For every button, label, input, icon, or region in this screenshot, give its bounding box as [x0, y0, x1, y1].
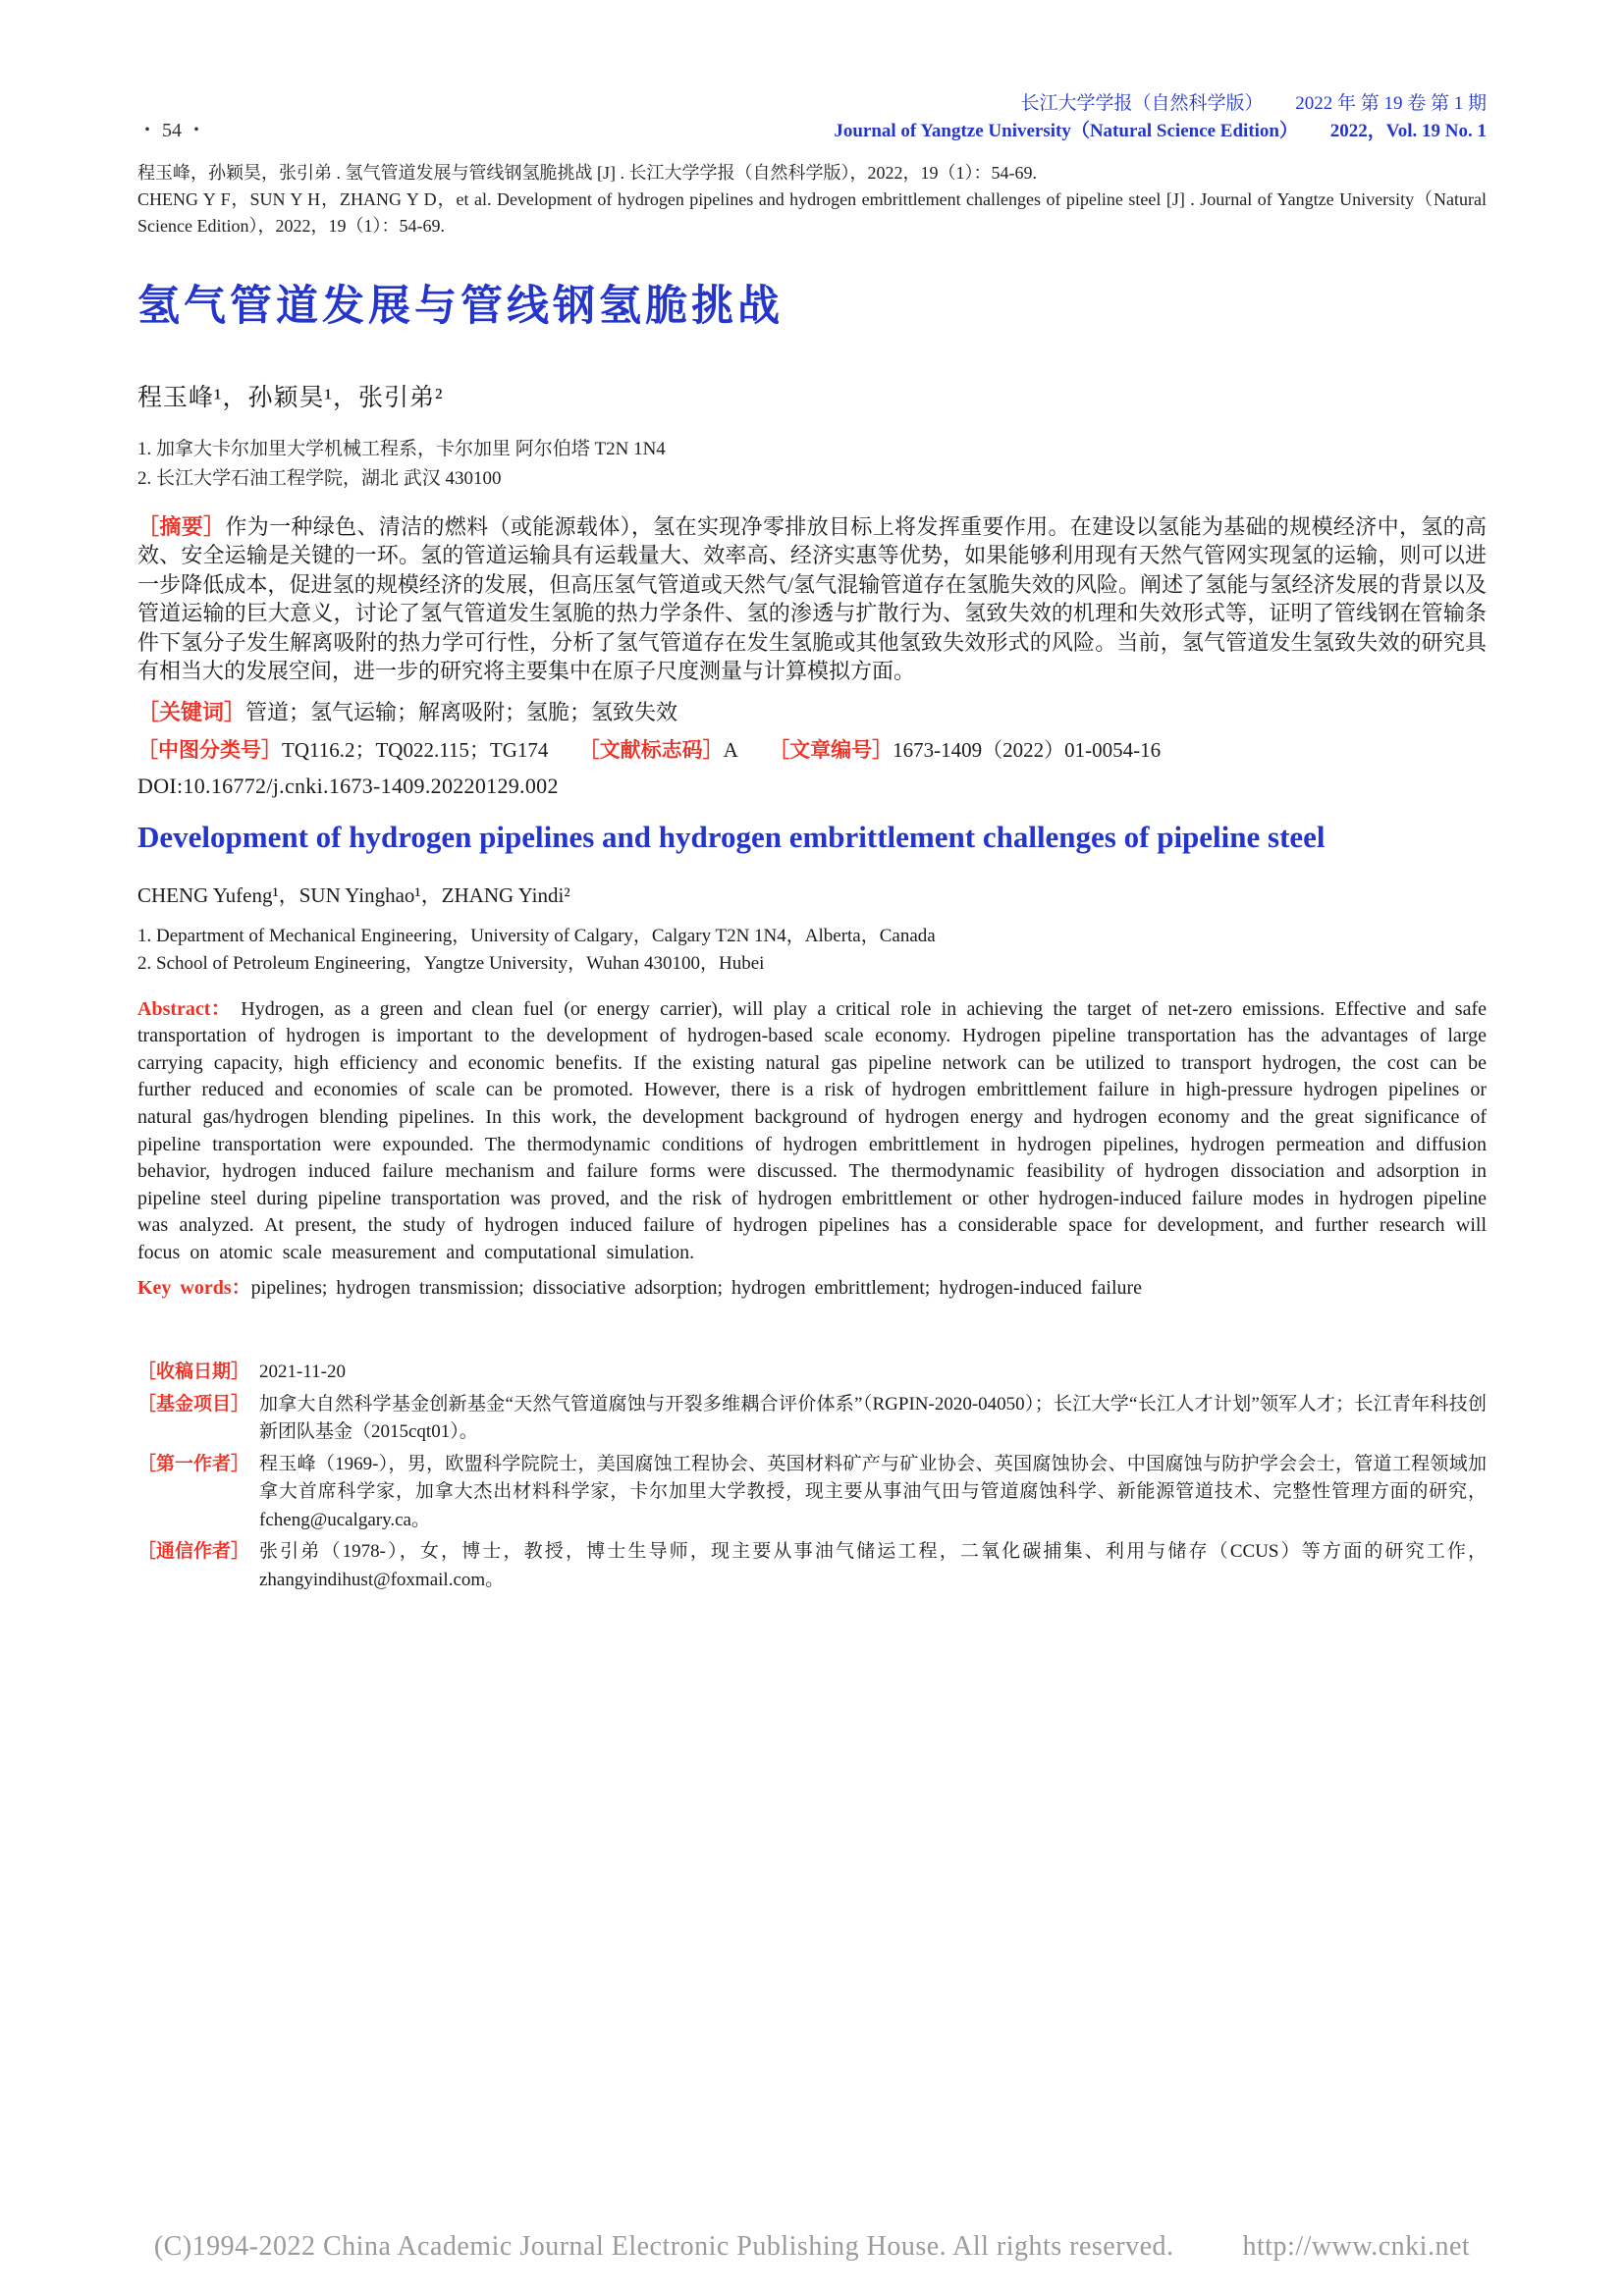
classification-line	[137, 734, 1487, 764]
keywords-text-en: pipelines; hydrogen transmission; dissociative adsorption; hydrogen embrittlement; hydrogen-induced failure	[250, 1276, 1143, 1299]
keywords-text-cn: 管道；氢气运输；解离吸附；氢脆；氢致失效	[245, 699, 678, 724]
footnote-received-date	[137, 1359, 1487, 1387]
article-title-cn: 氢气管道发展与管线钢氢脆挑战	[137, 284, 784, 331]
article-title-en: Development of hydrogen pipelines and hydrogen embrittlement challenges of pipeline steel	[137, 819, 1326, 854]
journal-title-en: Journal of Yangtze University（Natural Science Edition）	[834, 120, 1299, 141]
page-footer	[0, 2231, 1624, 2263]
footnote-text: 2021-11-20	[259, 1362, 346, 1383]
affiliations-cn	[137, 435, 1487, 493]
citation-cn: 程玉峰，孙颖昊，张引弟 . 氢气管道发展与管线钢氢脆挑战 [J] . 长江大学学报（自然科学版），2022，19（1）：54-69.	[137, 163, 1037, 184]
journal-issue-cn: 2022 年 第 19 卷 第 1 期	[1295, 93, 1487, 114]
footnote-text: 程玉峰（1969-），男，欧盟科学院院士，美国腐蚀工程协会、英国材料矿产与矿业协会、英国腐蚀协会、中国腐蚀与防护学会会士，管道工程领域加拿大首席科学家，加拿大杰出材料科学家，卡尔加里大学教授，现主要从事油气田与管道腐蚀科学、新能源管道技术、完整性管理方面的研究，fcheng@ucalgary.ca。	[259, 1453, 1487, 1530]
article-id-value: 1673-1409（2022）01-0054-16	[893, 737, 1162, 762]
page-number: ・ 54 ・	[137, 120, 206, 142]
footnote-text: 张引弟（1978-），女，博士，教授，博士生导师，现主要从事油气储运工程，二氧化碳捕集、利用与储存（CCUS）等方面的研究工作，zhangyindihust@foxmail.com。	[259, 1541, 1487, 1590]
article-id-group	[769, 738, 1161, 762]
affiliation-cn-1: 1. 加拿大卡尔加里大学机械工程系，卡尔加里 阿尔伯塔 T2N 1N4	[137, 439, 666, 460]
footnote-label: ［收稿日期］	[137, 1362, 250, 1383]
abstract-label-cn: ［摘要］	[137, 513, 226, 539]
footnote-label: ［基金项目］	[137, 1393, 250, 1415]
authors-cn: 程玉峰¹，孙颖昊¹，张引弟²	[137, 385, 444, 412]
citation-block	[137, 160, 1487, 240]
affiliation-cn-2: 2. 长江大学石油工程学院，湖北 武汉 430100	[137, 467, 502, 489]
keywords-label-en: Key words：	[137, 1276, 251, 1299]
journal-name-en	[834, 118, 1487, 145]
copyright-notice: (C)1994-2022 China Academic Journal Electronic Publishing House. All rights reserved.	[153, 2231, 1174, 2262]
footnote-label: ［通信作者］	[137, 1541, 250, 1563]
keywords-label-cn: ［关键词］	[137, 699, 246, 724]
journal-masthead	[834, 90, 1487, 144]
affiliations-en	[137, 923, 1487, 979]
journal-name-cn	[834, 90, 1487, 118]
authors-en: CHENG Yufeng¹，SUN Yinghao¹，ZHANG Yindi²	[137, 882, 570, 907]
running-head	[137, 90, 1487, 144]
journal-issue-en: 2022，Vol. 19 No. 1	[1329, 120, 1487, 141]
doi: DOI:10.16772/j.cnki.1673-1409.20220129.002	[137, 773, 559, 798]
footnote-corresponding-author	[137, 1538, 1487, 1594]
clc-label: ［中图分类号］	[137, 737, 282, 762]
clc-value: TQ116.2；TQ022.115；TG174	[282, 737, 549, 762]
citation-en: CHENG Y F，SUN Y H，ZHANG Y D，et al. Development of hydrogen pipelines and hydrogen embrittlement challenges of pipeline steel [J] . Journal of Yangtze University（Natural Science Edition），2022，19（1）：54-69.	[137, 189, 1487, 237]
affiliation-en-2: 2. School of Petroleum Engineering，Yangtze University，Wuhan 430100，Hubei	[137, 953, 765, 975]
footnote-first-author	[137, 1451, 1487, 1535]
doc-code-group	[579, 738, 738, 762]
footnotes	[137, 1359, 1487, 1594]
footnote-label: ［第一作者］	[137, 1453, 250, 1474]
cnki-url: http://www.cnki.net	[1242, 2231, 1471, 2262]
doc-code-value: A	[723, 737, 738, 762]
affiliation-en-1: 1. Department of Mechanical Engineering，University of Calgary，Calgary T2N 1N4，Alberta，Canada	[137, 925, 936, 946]
journal-title-cn: 长江大学学报（自然科学版）	[1020, 93, 1264, 114]
abstract-text-cn: 作为一种绿色、清洁的燃料（或能源载体），氢在实现净零排放目标上将发挥重要作用。在建设以氢能为基础的规模经济中，氢的高效、安全运输是关键的一环。氢的管道运输具有运载量大、效率高、经济实惠等优势，如果能够利用现有天然气管网实现氢的运输，则可以进一步降低成本，促进氢的规模经济的发展，但高压氢气管道或天然气/氢气混输管道存在氢脆失效的风险。阐述了氢能与氢经济发展的背景以及管道运输的巨大意义，讨论了氢气管道发生氢脆的热力学条件、氢的渗透与扩散行为、氢致失效的机理和失效形式等，证明了管线钢在管输条件下氢分子发生解离吸附的热力学可行性，分析了氢气管道存在发生氢脆或其他氢致失效形式的风险。当前，氢气管道发生氢致失效的研究具有相当大的发展空间，进一步的研究将主要集中在原子尺度测量与计算模拟方面。	[137, 513, 1487, 684]
abstract-label-en: Abstract：	[137, 997, 231, 1020]
article-id-label: ［文章编号］	[769, 737, 893, 762]
abstract-en	[137, 996, 1487, 1267]
footnote-text: 加拿大自然科学基金创新基金“天然气管道腐蚀与开裂多维耦合评价体系”（RGPIN-2020-04050）；长江大学“长江人才计划”领军人才；长江青年科技创新团队基金（2015cqt01）。	[259, 1393, 1487, 1443]
abstract-text-en: Hydrogen, as a green and clean fuel (or energy carrier), will play a critical role in achieving the target of net-zero emissions. Effective and safe transportation of hydrogen is important to the development of hydrogen-based scale economy. Hydrogen pipeline transportation has the advantages of large carrying capacity, high efficiency and economic benefits. If the existing natural gas pipeline network can be utilized to transport hydrogen, the cost can be further reduced and economies of scale can be promoted. However, there is a risk of hydrogen embrittlement failure in high-pressure hydrogen pipelines or natural gas/hydrogen blending pipelines. In this work, the development background of hydrogen energy and hydrogen economy and the great significance of pipeline transportation were expounded. The thermodynamic conditions of hydrogen embrittlement in hydrogen pipelines, hydrogen permeation and diffusion behavior, hydrogen induced failure mechanism and failure forms were discussed. The thermodynamic feasibility of hydrogen dissociation and adsorption in pipeline steel during pipeline transportation was proved, and the risk of hydrogen embrittlement or other hydrogen-induced failure modes in hydrogen pipeline was analyzed. At present, the study of hydrogen induced failure of hydrogen pipelines has a considerable space for development, and further research will focus on atomic scale measurement and computational simulation.	[137, 997, 1487, 1263]
keywords-cn-line	[137, 696, 1487, 726]
footnote-funding	[137, 1391, 1487, 1447]
doc-code-label: ［文献标志码］	[578, 737, 724, 762]
abstract-cn	[137, 512, 1487, 686]
keywords-en-line	[137, 1275, 1487, 1303]
clc-group	[137, 738, 548, 762]
